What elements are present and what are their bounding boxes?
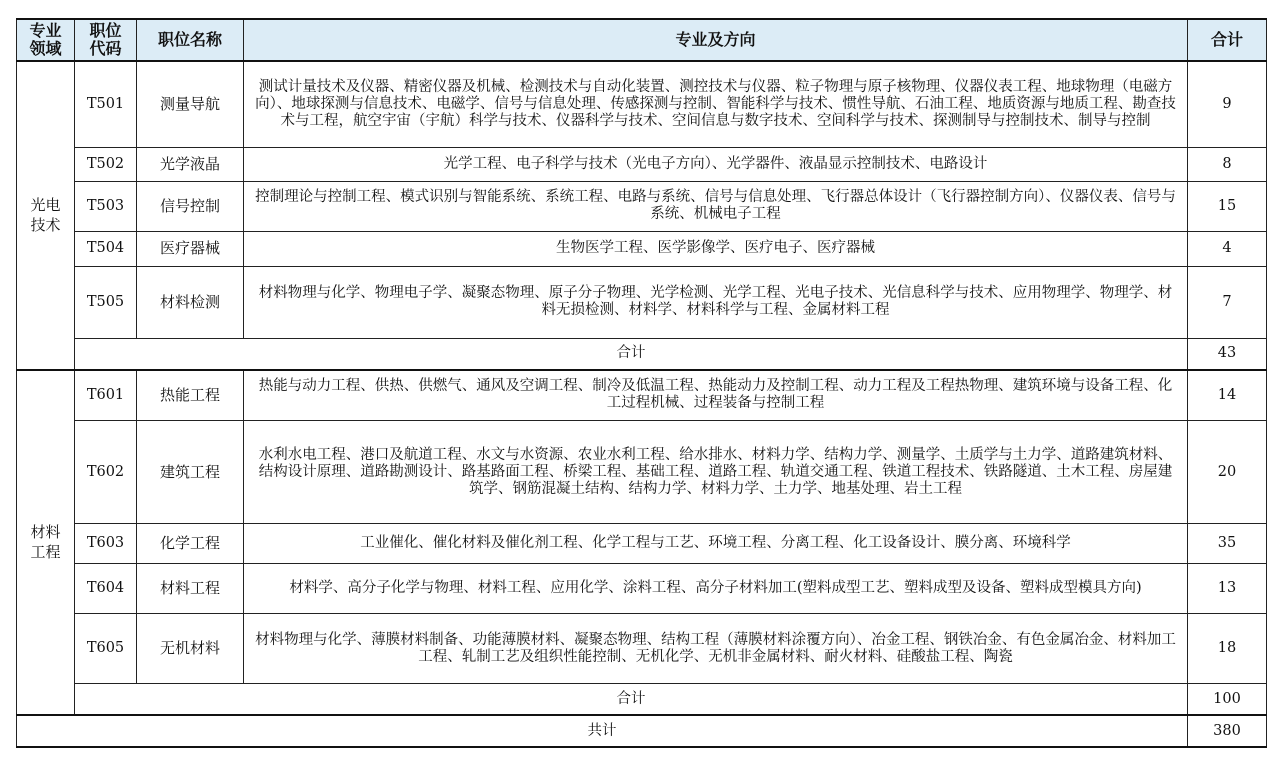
subtotal-row: [17, 338, 1267, 370]
grand-total-row: [17, 715, 1267, 747]
position-name: 材料工程: [137, 564, 244, 614]
position-code: T504: [75, 231, 137, 266]
header-majors: 专业及方向: [244, 19, 1188, 61]
domain-cell: 材料 工程: [17, 370, 75, 716]
table-row: [17, 181, 1267, 231]
subtotal-row: [17, 684, 1267, 716]
header-code: 职位 代码: [75, 19, 137, 61]
header-total: 合计: [1188, 19, 1267, 61]
majors-cell: 生物医学工程、医学影像学、医疗电子、医疗器械: [244, 231, 1188, 266]
row-total: 8: [1188, 147, 1267, 181]
majors-cell: 材料物理与化学、薄膜材料制备、功能薄膜材料、凝聚态物理、结构工程（薄膜材料涂覆方向）、冶金工程、钢铁冶金、有色金属冶金、材料加工工程、轧制工艺及组织性能控制、无机化学、无机非金属材料、耐火材料、硅酸盐工程、陶瓷: [244, 614, 1188, 684]
subtotal-label: 合计: [75, 338, 1188, 370]
majors-cell: 材料物理与化学、物理电子学、凝聚态物理、原子分子物理、光学检测、光学工程、光电子技术、光信息科学与技术、应用物理学、物理学、材料无损检测、材料学、材料科学与工程、金属材料工程: [244, 266, 1188, 338]
row-total: 15: [1188, 181, 1267, 231]
position-name: 医疗器械: [137, 231, 244, 266]
table-row: [17, 564, 1267, 614]
row-total: 7: [1188, 266, 1267, 338]
position-code: T602: [75, 421, 137, 524]
position-name: 材料检测: [137, 266, 244, 338]
position-name: 无机材料: [137, 614, 244, 684]
position-code: T503: [75, 181, 137, 231]
grand-total-value: 380: [1188, 715, 1267, 747]
position-code: T605: [75, 614, 137, 684]
table-row: [17, 524, 1267, 564]
majors-cell: 工业催化、催化材料及催化剂工程、化学工程与工艺、环境工程、分离工程、化工设备设计、膜分离、环境科学: [244, 524, 1188, 564]
subtotal-value: 43: [1188, 338, 1267, 370]
majors-cell: 热能与动力工程、供热、供燃气、通风及空调工程、制冷及低温工程、热能动力及控制工程、动力工程及工程热物理、建筑环境与设备工程、化工过程机械、过程装备与控制工程: [244, 370, 1188, 421]
position-code: T505: [75, 266, 137, 338]
position-name: 热能工程: [137, 370, 244, 421]
row-total: 14: [1188, 370, 1267, 421]
row-total: 13: [1188, 564, 1267, 614]
subtotal-label: 合计: [75, 684, 1188, 716]
table-row: [17, 266, 1267, 338]
row-total: 35: [1188, 524, 1267, 564]
majors-cell: 测试计量技术及仪器、精密仪器及机械、检测技术与自动化装置、测控技术与仪器、粒子物理与原子核物理、仪器仪表工程、地球物理（电磁方向）、地球探测与信息技术、电磁学、信号与信息处理、传感探测与控制、智能科学与技术、惯性导航、石油工程、地质资源与地质工程、勘查技术与工程，航空宇宙（宇航）科学与技术、仪器科学与技术、空间信息与数字技术、空间科学与技术、探测制导与控制技术、制导与控制: [244, 61, 1188, 147]
table-row: [17, 421, 1267, 524]
position-code: T502: [75, 147, 137, 181]
table-row: [17, 61, 1267, 147]
row-total: 9: [1188, 61, 1267, 147]
position-name: 建筑工程: [137, 421, 244, 524]
position-name: 测量导航: [137, 61, 244, 147]
position-name: 化学工程: [137, 524, 244, 564]
position-code: T601: [75, 370, 137, 421]
position-code: T501: [75, 61, 137, 147]
header-name: 职位名称: [137, 19, 244, 61]
majors-cell: 光学工程、电子科学与技术（光电子方向）、光学器件、液晶显示控制技术、电路设计: [244, 147, 1188, 181]
position-name: 信号控制: [137, 181, 244, 231]
row-total: 4: [1188, 231, 1267, 266]
header-domain: 专业 领域: [17, 19, 75, 61]
table-row: [17, 614, 1267, 684]
domain-cell: 光电 技术: [17, 61, 75, 370]
majors-cell: 材料学、高分子化学与物理、材料工程、应用化学、涂料工程、高分子材料加工(塑料成型工艺、塑料成型及设备、塑料成型模具方向): [244, 564, 1188, 614]
position-code: T603: [75, 524, 137, 564]
table-row: [17, 231, 1267, 266]
row-total: 18: [1188, 614, 1267, 684]
majors-cell: 水利水电工程、港口及航道工程、水文与水资源、农业水利工程、给水排水、材料力学、结构力学、测量学、土质学与土力学、道路建筑材料、结构设计原理、道路勘测设计、路基路面工程、桥梁工程、基础工程、道路工程、轨道交通工程、铁道工程技术、铁路隧道、土木工程、房屋建筑学、钢筋混凝土结构、结构力学、材料力学、土力学、地基处理、岩土工程: [244, 421, 1188, 524]
recruitment-table: [16, 18, 1267, 748]
table-row: [17, 147, 1267, 181]
majors-cell: 控制理论与控制工程、模式识别与智能系统、系统工程、电路与系统、信号与信息处理、飞行器总体设计（飞行器控制方向）、仪器仪表、信号与系统、机械电子工程: [244, 181, 1188, 231]
row-total: 20: [1188, 421, 1267, 524]
subtotal-value: 100: [1188, 684, 1267, 716]
grand-total-label: 共计: [17, 715, 1188, 747]
position-code: T604: [75, 564, 137, 614]
header-row: [17, 19, 1267, 61]
position-name: 光学液晶: [137, 147, 244, 181]
table-row: [17, 370, 1267, 421]
